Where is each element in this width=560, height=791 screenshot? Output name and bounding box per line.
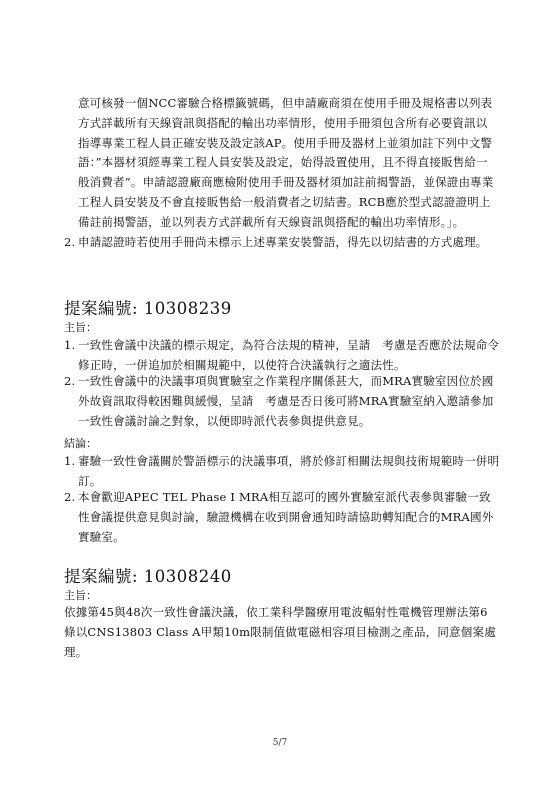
list-item	[64, 452, 502, 492]
list-item-text: 一致性會議中決議的標示規定，為符合法規的精神，呈請 考慮是否應於法規命令修正時，一併追加於相關規範中，以使符合決議執行之適法性。	[78, 338, 500, 372]
continuation-paragraph: 意可核發一個NCC審驗合格標籤號碼，但申請廠商須在使用手冊及規格書以列表方式詳載所有天線資訊與搭配的輸出功率情形，使用手冊須包含所有必要資訊以指導專業工程人員正確安裝及設定該AP。使用手冊及器材上並須加註下列中文警語：”本器材須經專業工程人員安裝及設定，始得設置使用，且不得直接販售給一般消費者”。申請認證廠商應檢附使用手冊及器材須加註前揭警語，並保證由專業工程人員安裝及不會直接販售給一般消費者之切結書。RCB應於型式認證證明上備註前揭警語，並以列表方式詳載所有天線資訊與搭配的輸出功率情形。」。	[78, 96, 494, 229]
list-item-number: 2.	[64, 374, 76, 388]
list-item	[64, 233, 502, 253]
list-item-text: 審驗一致性會議關於警語標示的決議事項，將於修訂相關法規與技術規範時一併明訂。	[78, 454, 500, 488]
proposal-heading: 提案編號: 10308239	[64, 299, 232, 318]
proposal-body: 依據第45與48次一致性會議決議，依工業科學醫療用電波輻射性電機管理辦法第6條以CNS13803 Class A甲類10m限制值做電磁相容項目檢測之產品，同意個案處理。	[64, 605, 496, 659]
proposal-heading: 提案編號: 10308240	[64, 567, 232, 586]
list-item-number: 1.	[64, 338, 76, 352]
list-item-number: 1.	[64, 454, 76, 468]
list-item	[64, 372, 502, 431]
purpose-label: 主旨：	[64, 589, 97, 602]
list-item-text: 本會歡迎APEC TEL Phase I MRA相互認可的國外實驗室派代表參與審驗一致性會議提供意見與討論，驗證機構在收到開會通知時請協助轉知配合的MRA國外實驗室。	[78, 490, 494, 544]
list-item	[64, 488, 502, 547]
list-item	[64, 336, 502, 376]
purpose-label: 主旨：	[64, 321, 97, 334]
page-number: 5/7	[272, 738, 288, 748]
conclusion-label: 結論：	[64, 437, 97, 450]
list-item-text: 申請認證時若使用手冊尚未標示上述專業安裝警語，得先以切結書的方式處理。	[78, 235, 488, 249]
list-item-text: 一致性會議中的決議事項與實驗室之作業程序關係甚大，而MRA實驗室因位於國外故資訊取得較困難與緩慢，呈請 考慮是否日後可將MRA實驗室納入邀請參加一致性會議討論之對象，以便即時派代表參與提供意見。	[78, 374, 494, 428]
list-item-number: 2.	[64, 235, 76, 249]
list-item-number: 2.	[64, 490, 76, 504]
